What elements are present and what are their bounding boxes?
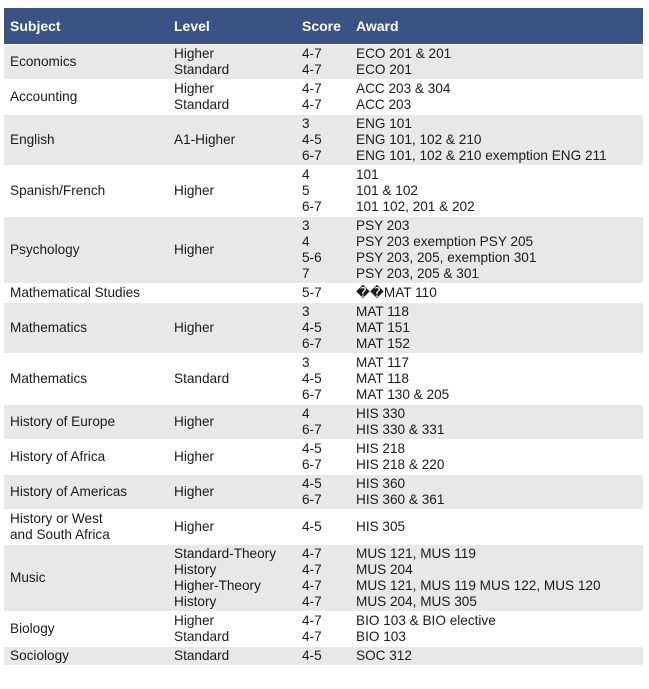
credit-award-table bbox=[4, 7, 643, 666]
table-row bbox=[4, 545, 643, 611]
subject-text: English bbox=[10, 132, 55, 147]
score-text: 3 bbox=[302, 116, 310, 131]
cell-score bbox=[302, 405, 356, 439]
cell-level bbox=[174, 545, 302, 611]
cell-score bbox=[302, 510, 356, 544]
award-text: PSY 203 bbox=[356, 218, 410, 233]
cell-level bbox=[174, 647, 302, 665]
cell-award bbox=[356, 354, 643, 404]
cell-level bbox=[174, 284, 302, 302]
score-text: 4-7 bbox=[302, 81, 322, 96]
award-text: ENG 101, 102 & 210 exemption ENG 211 bbox=[356, 148, 607, 163]
award-text: ENG 101, 102 & 210 bbox=[356, 132, 482, 147]
table-body bbox=[4, 45, 643, 665]
subject-text: History of Africa bbox=[10, 449, 106, 464]
cell-score bbox=[302, 612, 356, 646]
subject-text: Accounting bbox=[10, 89, 78, 104]
level-text: Higher bbox=[174, 484, 215, 499]
level-text: Higher bbox=[174, 449, 215, 464]
subject-text: Mathematical Studies bbox=[10, 285, 140, 300]
subject-text: History of Europe bbox=[10, 414, 116, 429]
level-text: Higher bbox=[174, 183, 215, 198]
cell-score bbox=[302, 284, 356, 302]
award-text: ��MAT 110 bbox=[356, 285, 437, 300]
award-text: PSY 203 exemption PSY 205 bbox=[356, 234, 534, 249]
award-text: MAT 130 & 205 bbox=[356, 387, 450, 402]
table-row bbox=[4, 475, 643, 509]
score-text: 4-5 bbox=[302, 476, 322, 491]
subject-text: and South Africa bbox=[10, 527, 110, 542]
level-text: Standard bbox=[174, 648, 230, 663]
subject-text: History or West bbox=[10, 511, 103, 526]
level-text: Standard bbox=[174, 97, 230, 112]
cell-award bbox=[356, 284, 643, 302]
table-row bbox=[4, 80, 643, 114]
table-row bbox=[4, 303, 643, 353]
subject-text: Mathematics bbox=[10, 371, 88, 386]
score-text: 5-7 bbox=[302, 285, 322, 300]
level-text: A1-Higher bbox=[174, 132, 236, 147]
score-text: 6-7 bbox=[302, 457, 322, 472]
award-text: HIS 218 & 220 bbox=[356, 457, 445, 472]
award-text: 101 bbox=[356, 167, 379, 182]
table-row bbox=[4, 284, 643, 302]
subject-text: Economics bbox=[10, 54, 77, 69]
score-text: 6-7 bbox=[302, 336, 322, 351]
award-text: BIO 103 bbox=[356, 629, 406, 644]
cell-award bbox=[356, 217, 643, 283]
cell-subject bbox=[4, 647, 174, 665]
award-text: ACC 203 & 304 bbox=[356, 81, 451, 96]
header-level: Level bbox=[174, 8, 302, 44]
cell-level bbox=[174, 115, 302, 165]
cell-score bbox=[302, 647, 356, 665]
cell-score bbox=[302, 440, 356, 474]
award-text: MUS 204 bbox=[356, 562, 413, 577]
score-text: 4-7 bbox=[302, 613, 322, 628]
cell-award bbox=[356, 405, 643, 439]
header-row bbox=[4, 8, 643, 44]
cell-subject bbox=[4, 45, 174, 79]
cell-score bbox=[302, 45, 356, 79]
award-text: 101 102, 201 & 202 bbox=[356, 199, 475, 214]
cell-subject bbox=[4, 166, 174, 216]
award-text: HIS 330 & 331 bbox=[356, 422, 445, 437]
score-text: 7 bbox=[302, 266, 310, 281]
award-text: HIS 330 bbox=[356, 406, 406, 421]
score-text: 6-7 bbox=[302, 148, 322, 163]
cell-award bbox=[356, 510, 643, 544]
table-header bbox=[4, 8, 643, 44]
cell-award bbox=[356, 440, 643, 474]
score-text: 4-7 bbox=[302, 562, 322, 577]
award-text: ECO 201 & 201 bbox=[356, 46, 452, 61]
score-text: 3 bbox=[302, 355, 310, 370]
cell-level bbox=[174, 510, 302, 544]
table-row bbox=[4, 115, 643, 165]
cell-level bbox=[174, 217, 302, 283]
cell-award bbox=[356, 545, 643, 611]
award-text: HIS 360 & 361 bbox=[356, 492, 445, 507]
score-text: 3 bbox=[302, 304, 310, 319]
score-text: 4-7 bbox=[302, 578, 322, 593]
score-text: 4-5 bbox=[302, 441, 322, 456]
award-text: SOC 312 bbox=[356, 648, 412, 663]
award-text: MAT 118 bbox=[356, 371, 409, 386]
subject-text: Mathematics bbox=[10, 320, 88, 335]
subject-text: Sociology bbox=[10, 648, 69, 663]
table-row bbox=[4, 354, 643, 404]
score-text: 4-7 bbox=[302, 97, 322, 112]
cell-level bbox=[174, 475, 302, 509]
cell-subject bbox=[4, 284, 174, 302]
header-award: Award bbox=[356, 8, 643, 44]
cell-subject bbox=[4, 510, 174, 544]
score-text: 4-5 bbox=[302, 371, 322, 386]
cell-score bbox=[302, 354, 356, 404]
cell-level bbox=[174, 80, 302, 114]
level-text: Standard-Theory bbox=[174, 546, 277, 561]
score-text: 4-7 bbox=[302, 546, 322, 561]
score-text: 4 bbox=[302, 234, 310, 249]
award-text: MAT 118 bbox=[356, 304, 409, 319]
award-text: ECO 201 bbox=[356, 62, 412, 77]
subject-text: Biology bbox=[10, 621, 55, 636]
subject-text: Psychology bbox=[10, 242, 80, 257]
table-row bbox=[4, 612, 643, 646]
score-text: 4-7 bbox=[302, 46, 322, 61]
cell-subject bbox=[4, 545, 174, 611]
table-row bbox=[4, 510, 643, 544]
cell-award bbox=[356, 647, 643, 665]
score-text: 4-7 bbox=[302, 629, 322, 644]
level-text: Higher bbox=[174, 519, 215, 534]
award-text: HIS 305 bbox=[356, 519, 406, 534]
cell-award bbox=[356, 612, 643, 646]
table-row bbox=[4, 647, 643, 665]
score-text: 4-5 bbox=[302, 320, 322, 335]
table-row bbox=[4, 405, 643, 439]
cell-level bbox=[174, 612, 302, 646]
score-text: 5-6 bbox=[302, 250, 322, 265]
level-text: Higher bbox=[174, 320, 215, 335]
cell-subject bbox=[4, 303, 174, 353]
cell-level bbox=[174, 440, 302, 474]
cell-score bbox=[302, 166, 356, 216]
table-row bbox=[4, 217, 643, 283]
cell-subject bbox=[4, 217, 174, 283]
cell-award bbox=[356, 80, 643, 114]
cell-score bbox=[302, 303, 356, 353]
award-text: MUS 204, MUS 305 bbox=[356, 594, 477, 609]
cell-subject bbox=[4, 80, 174, 114]
cell-award bbox=[356, 303, 643, 353]
score-text: 4-7 bbox=[302, 62, 322, 77]
award-text: HIS 218 bbox=[356, 441, 406, 456]
cell-award bbox=[356, 475, 643, 509]
level-text: Higher bbox=[174, 81, 215, 96]
cell-subject bbox=[4, 405, 174, 439]
cell-subject bbox=[4, 115, 174, 165]
level-text: History bbox=[174, 594, 217, 609]
award-text: 101 & 102 bbox=[356, 183, 418, 198]
cell-subject bbox=[4, 475, 174, 509]
award-text: MAT 152 bbox=[356, 336, 410, 351]
award-text: MUS 121, MUS 119 MUS 122, MUS 120 bbox=[356, 578, 601, 593]
award-text: PSY 203, 205, exemption 301 bbox=[356, 250, 537, 265]
score-text: 6-7 bbox=[302, 199, 322, 214]
score-text: 4-5 bbox=[302, 132, 322, 147]
score-text: 6-7 bbox=[302, 492, 322, 507]
score-text: 4 bbox=[302, 406, 310, 421]
subject-text: Spanish/French bbox=[10, 183, 106, 198]
cell-score bbox=[302, 217, 356, 283]
cell-score bbox=[302, 545, 356, 611]
table-row bbox=[4, 440, 643, 474]
cell-level bbox=[174, 166, 302, 216]
award-text: PSY 203, 205 & 301 bbox=[356, 266, 479, 281]
subject-text: Music bbox=[10, 570, 46, 585]
score-text: 4-5 bbox=[302, 519, 322, 534]
score-text: 3 bbox=[302, 218, 310, 233]
cell-level bbox=[174, 303, 302, 353]
level-text: Higher-Theory bbox=[174, 578, 261, 593]
cell-award bbox=[356, 45, 643, 79]
level-text: Higher bbox=[174, 242, 215, 257]
cell-subject bbox=[4, 612, 174, 646]
award-text: MUS 121, MUS 119 bbox=[356, 546, 476, 561]
cell-award bbox=[356, 166, 643, 216]
score-text: 4 bbox=[302, 167, 310, 182]
subject-text: History of Americas bbox=[10, 484, 128, 499]
level-text: Higher bbox=[174, 613, 215, 628]
cell-score bbox=[302, 115, 356, 165]
cell-level bbox=[174, 354, 302, 404]
level-text: Standard bbox=[174, 62, 230, 77]
award-text: MAT 117 bbox=[356, 355, 409, 370]
level-text: History bbox=[174, 562, 217, 577]
cell-level bbox=[174, 45, 302, 79]
score-text: 4-7 bbox=[302, 594, 322, 609]
header-subject: Subject bbox=[4, 8, 174, 44]
score-text: 4-5 bbox=[302, 648, 322, 663]
table-row bbox=[4, 45, 643, 79]
level-text: Higher bbox=[174, 46, 215, 61]
cell-subject bbox=[4, 354, 174, 404]
score-text: 6-7 bbox=[302, 387, 322, 402]
cell-subject bbox=[4, 440, 174, 474]
level-text: Higher bbox=[174, 414, 215, 429]
award-text: MAT 151 bbox=[356, 320, 410, 335]
level-text: Standard bbox=[174, 371, 230, 386]
cell-score bbox=[302, 475, 356, 509]
score-text: 5 bbox=[302, 183, 310, 198]
level-text: Standard bbox=[174, 629, 230, 644]
cell-award bbox=[356, 115, 643, 165]
cell-level bbox=[174, 405, 302, 439]
award-text: ENG 101 bbox=[356, 116, 412, 131]
award-text: ACC 203 bbox=[356, 97, 412, 112]
header-score: Score bbox=[302, 8, 356, 44]
award-text: HIS 360 bbox=[356, 476, 406, 491]
cell-score bbox=[302, 80, 356, 114]
table-row bbox=[4, 166, 643, 216]
award-text: BIO 103 & BIO elective bbox=[356, 613, 496, 628]
score-text: 6-7 bbox=[302, 422, 322, 437]
